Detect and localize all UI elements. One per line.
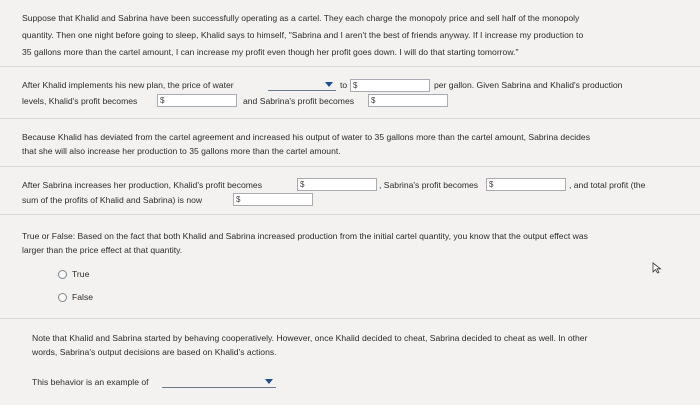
dollar-sign: $ [160, 96, 165, 105]
intro-line-1: Suppose that Khalid and Sabrina have been successfully operating as a cartel. They each charge the monopoly price and sell half of the monopoly [22, 13, 580, 23]
new-price-input[interactable] [350, 79, 430, 92]
dollar-sign: $ [371, 96, 376, 105]
q5-line-2: words, Sabrina's output decisions are based on Khalid's actions. [32, 347, 277, 357]
q1-text-price: After Khalid implements his new plan, the price of water [22, 80, 234, 90]
mouse-cursor-icon [651, 262, 663, 274]
dollar-sign: $ [236, 195, 241, 204]
divider [0, 214, 700, 215]
chevron-down-icon [265, 379, 273, 384]
q4-line-2: larger than the price effect at that quantity. [22, 245, 183, 255]
khalid-new-profit-input[interactable] [297, 178, 377, 191]
total-profit-input[interactable] [233, 193, 313, 206]
dollar-sign: $ [489, 180, 494, 189]
q3-total-profit-label: , and total profit (the [569, 180, 646, 190]
q2-line-2: that she will also increase her production to 35 gallons more than the cartel amount. [22, 146, 341, 156]
dollar-sign: $ [300, 180, 305, 189]
dollar-sign: $ [353, 81, 358, 90]
q1-to-label: to [340, 80, 348, 90]
radio-false[interactable] [58, 293, 67, 302]
q4-line-1: True or False: Based on the fact that both Khalid and Sabrina increased production from the initial cartel quantity, you know that the output effect was [22, 231, 588, 241]
intro-line-3: 35 gallons more than the cartel amount, I can increase my profit even though her profit goes down. I will do that starting tomorrow." [22, 47, 519, 57]
q5-line-1: Note that Khalid and Sabrina started by behaving cooperatively. However, once Khalid decided to cheat, Sabrina decided to cheat as well. In other [32, 333, 588, 343]
radio-false-label: False [72, 292, 94, 302]
q5-prompt: This behavior is an example of [32, 377, 149, 387]
khalid-profit-input[interactable] [157, 94, 237, 107]
q1-sabrina-profit-label: and Sabrina's profit becomes [243, 96, 355, 106]
q1-khalid-profit-label: levels, Khalid's profit becomes [22, 96, 138, 106]
behavior-type-dropdown[interactable] [162, 376, 276, 388]
divider [0, 318, 700, 319]
q3-total-profit-text: sum of the profits of Khalid and Sabrina) is now [22, 195, 203, 205]
radio-true-label: True [72, 269, 90, 279]
q3-sabrina-profit-label: , Sabrina's profit becomes [379, 180, 479, 190]
sabrina-profit-input[interactable] [368, 94, 448, 107]
divider [0, 66, 700, 67]
divider [0, 118, 700, 119]
sabrina-new-profit-input[interactable] [486, 178, 566, 191]
intro-line-2: quantity. Then one night before going to sleep, Khalid says to himself, "Sabrina and I aren't the best of friends anyway. If I increase my production to [22, 30, 584, 40]
radio-true[interactable] [58, 270, 67, 279]
q1-per-gallon-text: per gallon. Given Sabrina and Khalid's production [434, 80, 623, 90]
price-direction-dropdown[interactable] [268, 79, 336, 91]
q3-khalid-profit-label: After Sabrina increases her production, Khalid's profit becomes [22, 180, 263, 190]
divider [0, 166, 700, 167]
chevron-down-icon [325, 82, 333, 87]
q2-line-1: Because Khalid has deviated from the cartel agreement and increased his output of water to 35 gallons more than the cartel amount, Sabrina decides [22, 132, 591, 142]
